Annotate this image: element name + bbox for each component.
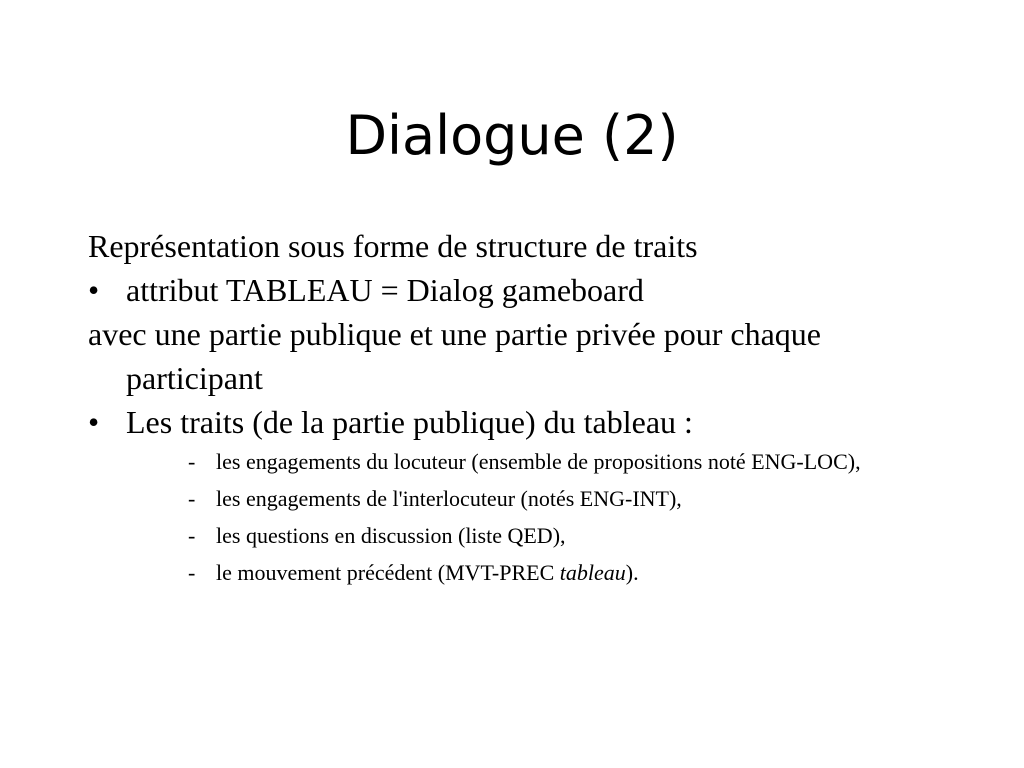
bullet-text: attribut TABLEAU = Dialog gameboard [126,272,644,308]
dash-icon: - [188,449,196,474]
slide-body [88,224,948,444]
intro-line: Représentation sous forme de structure de traits [88,228,698,264]
bullet-item-traits [88,400,948,444]
sub-list-item [188,485,936,513]
sub-list-item [188,522,936,550]
sub-item-prefix: le mouvement précédent (MVT-PREC [216,560,560,585]
dash-icon: - [188,523,196,548]
sub-item-suffix: ). [625,560,639,585]
sub-list-item [188,448,936,476]
dash-icon: - [188,486,196,511]
sub-item-text: les engagements du locuteur (ensemble de propositions noté ENG-LOC), [216,449,861,474]
sub-list [188,448,936,596]
bullet-text: Les traits (de la partie publique) du tableau : [126,404,693,440]
dash-icon: - [188,560,196,585]
bullet-icon: • [88,404,100,440]
sub-list-item [188,559,936,587]
bullet-item-tableau [88,268,948,312]
bullet-icon: • [88,272,100,308]
sub-item-text: les engagements de l'interlocuteur (notés ENG-INT), [216,486,682,511]
paragraph-line: avec une partie publique et une partie privée pour chaque participant [88,316,821,396]
slide-title: Dialogue (2) [345,104,679,167]
sub-item-text [216,559,936,587]
sub-item-text: les questions en discussion (liste QED), [216,523,566,548]
sub-item-emphasis: tableau [559,560,626,585]
